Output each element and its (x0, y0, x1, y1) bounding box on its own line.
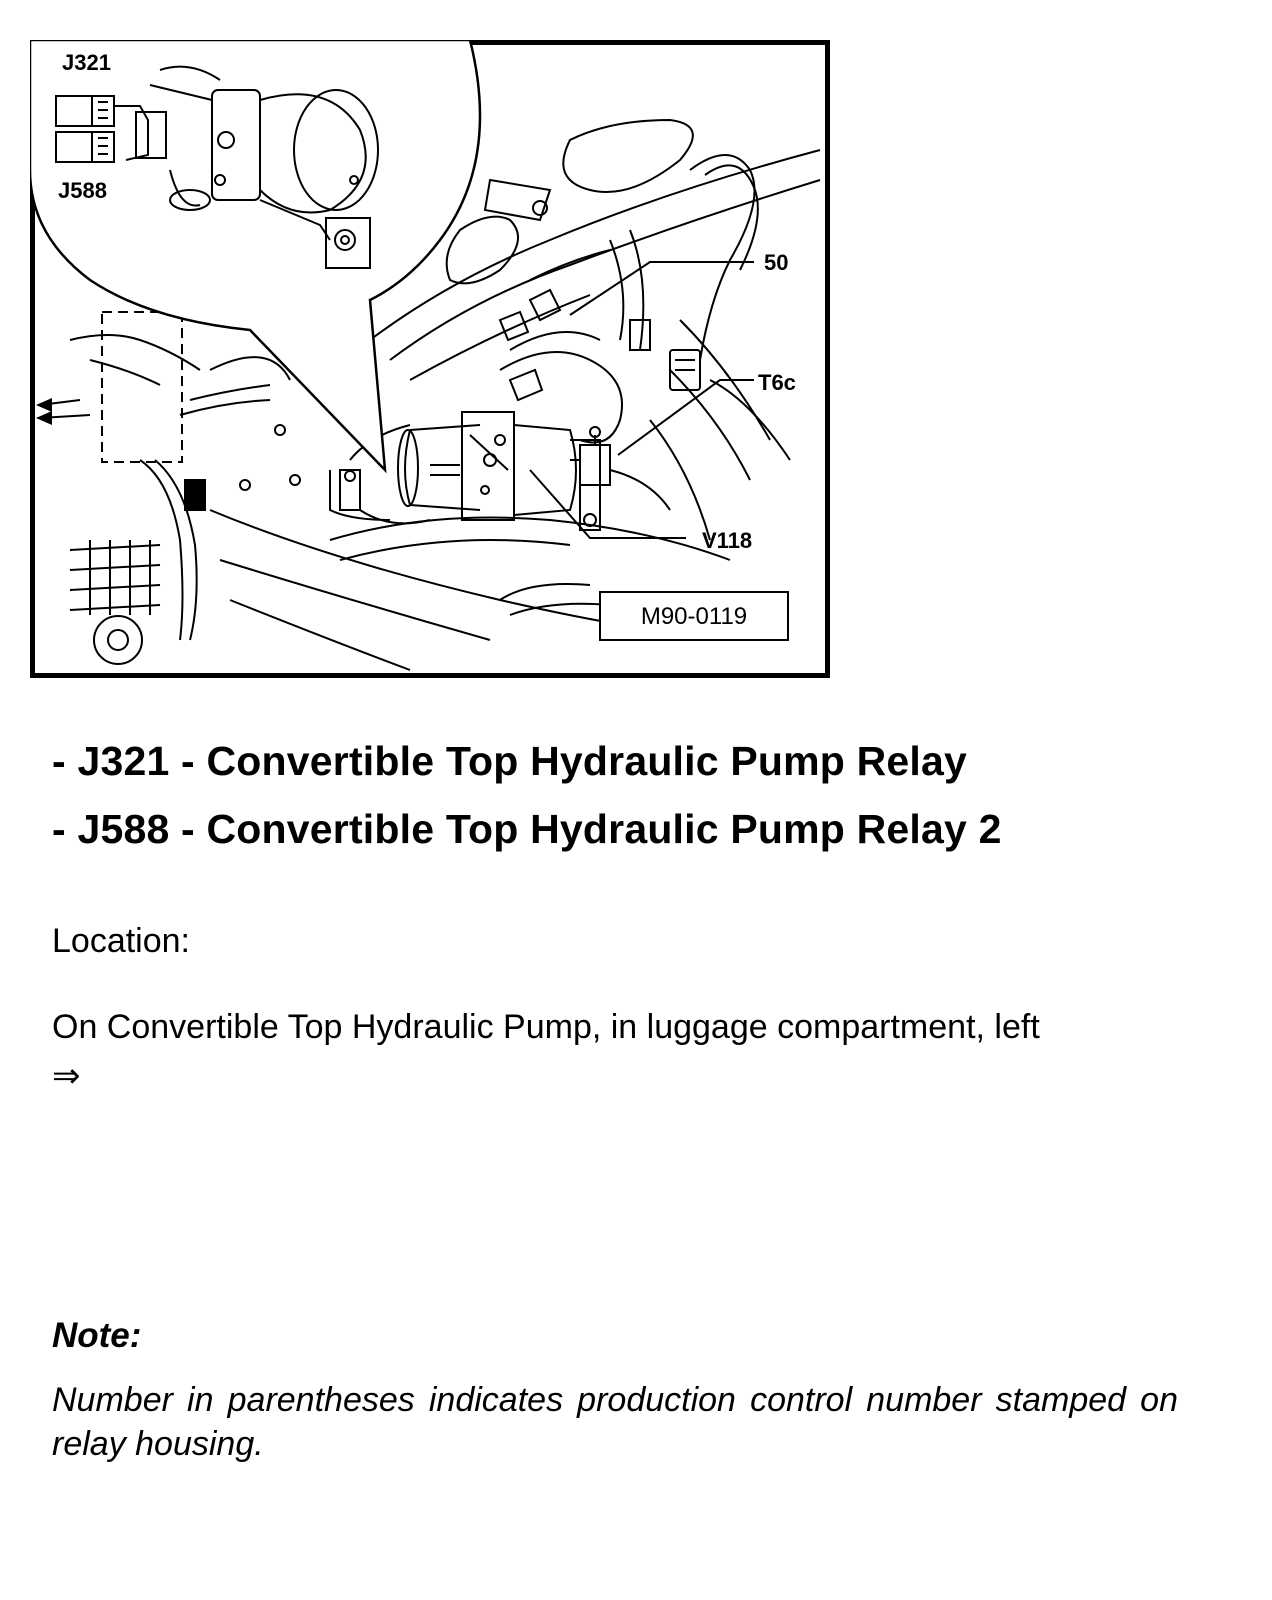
location-text: On Convertible Top Hydraulic Pump, in luggage compartment, left (52, 1008, 1040, 1046)
heading-j321: - J321 - Convertible Top Hydraulic Pump Relay (52, 738, 968, 784)
callout-v118: V118 (702, 528, 753, 553)
note-text: Number in parentheses indicates production control number stamped on relay housing. (52, 1381, 1178, 1463)
callout-j588: J588 (58, 178, 107, 203)
location-arrow-link[interactable]: ⇒ (52, 1057, 81, 1095)
heading-j588: - J588 - Convertible Top Hydraulic Pump Relay 2 (52, 806, 1002, 852)
component-location-figure (30, 40, 830, 678)
figure-drawing (30, 40, 830, 678)
callout-j321: J321 (62, 50, 111, 75)
figure-id: M90-0119 (640, 603, 748, 630)
note-title: Note: (52, 1316, 142, 1355)
callout-50: 50 (764, 250, 789, 275)
callout-t6c: T6c (758, 370, 796, 395)
location-label: Location: (52, 922, 190, 960)
